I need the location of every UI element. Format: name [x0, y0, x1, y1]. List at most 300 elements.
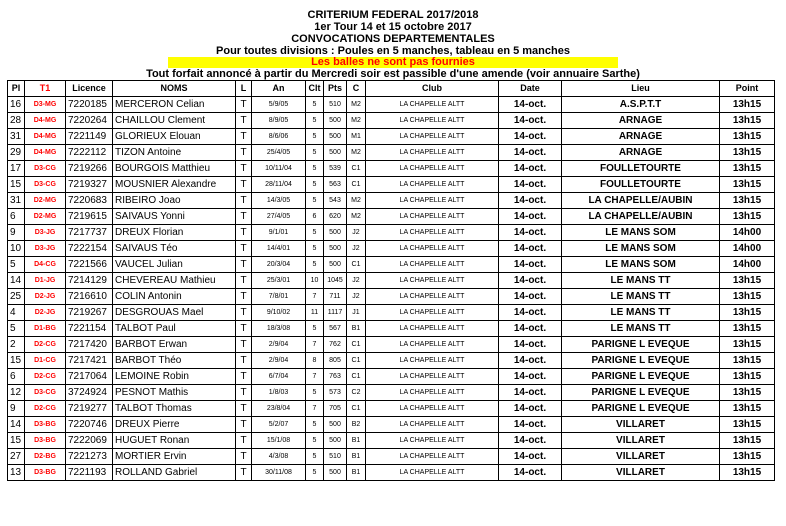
cell-class: 5 [306, 145, 324, 161]
table-row [8, 417, 775, 433]
cell-club: LA CHAPELLE ALTT [366, 305, 499, 321]
cell-l: T [236, 353, 252, 369]
cell-date: 14-oct. [499, 385, 562, 401]
cell-l: T [236, 145, 252, 161]
cell-birthdate: 23/8/04 [252, 401, 306, 417]
cell-date: 14-oct. [499, 401, 562, 417]
cell-l: T [236, 417, 252, 433]
cell-points: 500 [324, 241, 347, 257]
cell-points: 500 [324, 433, 347, 449]
cell-l: T [236, 273, 252, 289]
cell-date: 14-oct. [499, 257, 562, 273]
cell-points: 620 [324, 209, 347, 225]
cell-time: 13h15 [720, 209, 775, 225]
cell-category: B1 [347, 321, 366, 337]
cell-club: LA CHAPELLE ALTT [366, 289, 499, 305]
cell-place: 14 [8, 417, 25, 433]
cell-category: C1 [347, 401, 366, 417]
cell-class: 11 [306, 305, 324, 321]
cell-category: J2 [347, 289, 366, 305]
cell-club: LA CHAPELLE ALTT [366, 97, 499, 113]
cell-points: 500 [324, 225, 347, 241]
table-row [8, 369, 775, 385]
table-row [8, 113, 775, 129]
cell-division: D3-JG [25, 225, 66, 241]
cell-licence: 3724924 [66, 385, 113, 401]
cell-place: 15 [8, 353, 25, 369]
forfeit-notice: Tout forfait annoncé à partir du Mercredi soir est passible d'une amende (voir annuaire Sarthe) [146, 68, 640, 80]
cell-venue: LE MANS SOM [562, 257, 720, 273]
cell-venue: ARNAGE [562, 129, 720, 145]
cell-time: 13h15 [720, 449, 775, 465]
cell-date: 14-oct. [499, 321, 562, 337]
cell-points: 500 [324, 129, 347, 145]
cell-venue: FOULLETOURTE [562, 161, 720, 177]
col-header-date: Date [499, 81, 562, 97]
table-row [8, 321, 775, 337]
cell-category: M2 [347, 209, 366, 225]
cell-name: LEMOINE Robin [113, 369, 236, 385]
cell-licence: 7222112 [66, 145, 113, 161]
cell-date: 14-oct. [499, 241, 562, 257]
cell-time: 13h15 [720, 433, 775, 449]
cell-time: 13h15 [720, 129, 775, 145]
cell-points: 500 [324, 145, 347, 161]
cell-division: D2-MG [25, 193, 66, 209]
cell-points: 573 [324, 385, 347, 401]
cell-date: 14-oct. [499, 113, 562, 129]
cell-l: T [236, 257, 252, 273]
cell-category: B1 [347, 465, 366, 481]
cell-date: 14-oct. [499, 129, 562, 145]
cell-class: 5 [306, 417, 324, 433]
cell-l: T [236, 337, 252, 353]
cell-licence: 7217064 [66, 369, 113, 385]
table-row [8, 465, 775, 481]
table-row [8, 161, 775, 177]
cell-birthdate: 10/11/04 [252, 161, 306, 177]
cell-category: J2 [347, 273, 366, 289]
cell-birthdate: 8/9/05 [252, 113, 306, 129]
cell-licence: 7220264 [66, 113, 113, 129]
cell-l: T [236, 369, 252, 385]
cell-birthdate: 18/3/08 [252, 321, 306, 337]
table-row [8, 225, 775, 241]
cell-time: 14h00 [720, 225, 775, 241]
cell-l: T [236, 449, 252, 465]
cell-licence: 7219267 [66, 305, 113, 321]
cell-time: 13h15 [720, 337, 775, 353]
cell-name: RIBEIRO Joao [113, 193, 236, 209]
cell-class: 5 [306, 113, 324, 129]
cell-birthdate: 8/6/06 [252, 129, 306, 145]
cell-licence: 7222154 [66, 241, 113, 257]
cell-club: LA CHAPELLE ALTT [366, 177, 499, 193]
cell-venue: FOULLETOURTE [562, 177, 720, 193]
cell-venue: LE MANS TT [562, 273, 720, 289]
cell-division: D2-CG [25, 369, 66, 385]
cell-venue: LA CHAPELLE/AUBIN [562, 193, 720, 209]
cell-l: T [236, 225, 252, 241]
cell-division: D4-CG [25, 257, 66, 273]
cell-name: DREUX Pierre [113, 417, 236, 433]
cell-category: C1 [347, 353, 366, 369]
cell-time: 13h15 [720, 321, 775, 337]
cell-date: 14-oct. [499, 433, 562, 449]
cell-l: T [236, 97, 252, 113]
cell-division: D4-MG [25, 113, 66, 129]
cell-date: 14-oct. [499, 289, 562, 305]
cell-place: 12 [8, 385, 25, 401]
table-row [8, 273, 775, 289]
cell-birthdate: 1/8/03 [252, 385, 306, 401]
cell-time: 13h15 [720, 161, 775, 177]
cell-category: C1 [347, 369, 366, 385]
cell-class: 8 [306, 353, 324, 369]
cell-birthdate: 2/9/04 [252, 353, 306, 369]
cell-l: T [236, 161, 252, 177]
cell-club: LA CHAPELLE ALTT [366, 321, 499, 337]
cell-place: 14 [8, 273, 25, 289]
cell-club: LA CHAPELLE ALTT [366, 145, 499, 161]
cell-birthdate: 5/9/05 [252, 97, 306, 113]
cell-class: 5 [306, 161, 324, 177]
cell-points: 1117 [324, 305, 347, 321]
cell-l: T [236, 177, 252, 193]
cell-licence: 7221154 [66, 321, 113, 337]
cell-points: 711 [324, 289, 347, 305]
cell-club: LA CHAPELLE ALTT [366, 113, 499, 129]
cell-club: LA CHAPELLE ALTT [366, 353, 499, 369]
cell-l: T [236, 433, 252, 449]
table-row [8, 193, 775, 209]
cell-name: CHEVEREAU Mathieu [113, 273, 236, 289]
cell-venue: LA CHAPELLE/AUBIN [562, 209, 720, 225]
cell-name: CHAILLOU Clement [113, 113, 236, 129]
col-header-point: Point [720, 81, 775, 97]
cell-division: D1-CG [25, 353, 66, 369]
cell-venue: LE MANS TT [562, 321, 720, 337]
table-row [8, 289, 775, 305]
col-header-noms: NOMS [113, 81, 236, 97]
title-format: Pour toutes divisions : Poules en 5 manches, tableau en 5 manches [216, 45, 570, 57]
cell-division: D3-CG [25, 177, 66, 193]
cell-place: 4 [8, 305, 25, 321]
cell-birthdate: 20/3/04 [252, 257, 306, 273]
cell-birthdate: 15/1/08 [252, 433, 306, 449]
cell-time: 13h15 [720, 385, 775, 401]
cell-class: 5 [306, 385, 324, 401]
table-row [8, 337, 775, 353]
cell-date: 14-oct. [499, 465, 562, 481]
cell-venue: LE MANS TT [562, 305, 720, 321]
cell-time: 13h15 [720, 193, 775, 209]
cell-licence: 7217737 [66, 225, 113, 241]
cell-club: LA CHAPELLE ALTT [366, 193, 499, 209]
col-header-club: Club [366, 81, 499, 97]
cell-name: MORTIER Ervin [113, 449, 236, 465]
cell-time: 13h15 [720, 113, 775, 129]
cell-class: 5 [306, 129, 324, 145]
cell-class: 5 [306, 465, 324, 481]
cell-class: 7 [306, 337, 324, 353]
cell-class: 5 [306, 433, 324, 449]
cell-licence: 7216610 [66, 289, 113, 305]
col-header-c: C [347, 81, 366, 97]
cell-division: D2-JG [25, 305, 66, 321]
cell-time: 13h15 [720, 369, 775, 385]
cell-licence: 7219615 [66, 209, 113, 225]
cell-l: T [236, 129, 252, 145]
balls-warning-banner: Les balles ne sont pas fournies [168, 57, 618, 68]
cell-time: 14h00 [720, 257, 775, 273]
cell-venue: VILLARET [562, 465, 720, 481]
cell-points: 563 [324, 177, 347, 193]
cell-birthdate: 14/4/01 [252, 241, 306, 257]
cell-division: D3-BG [25, 417, 66, 433]
cell-category: C1 [347, 161, 366, 177]
cell-birthdate: 25/3/01 [252, 273, 306, 289]
cell-place: 16 [8, 97, 25, 113]
cell-name: GLORIEUX Elouan [113, 129, 236, 145]
cell-licence: 7221149 [66, 129, 113, 145]
cell-category: M2 [347, 145, 366, 161]
title-competition: CRITERIUM FEDERAL 2017/2018 [307, 9, 479, 21]
cell-venue: PARIGNE L EVEQUE [562, 353, 720, 369]
cell-name: TALBOT Thomas [113, 401, 236, 417]
cell-date: 14-oct. [499, 417, 562, 433]
cell-club: LA CHAPELLE ALTT [366, 241, 499, 257]
cell-venue: ARNAGE [562, 113, 720, 129]
cell-place: 15 [8, 433, 25, 449]
cell-birthdate: 2/9/04 [252, 337, 306, 353]
cell-category: C2 [347, 385, 366, 401]
cell-club: LA CHAPELLE ALTT [366, 337, 499, 353]
table-row [8, 305, 775, 321]
document-header [0, 9, 786, 57]
table-row [8, 177, 775, 193]
cell-place: 28 [8, 113, 25, 129]
table-header-row [8, 81, 775, 97]
cell-name: SAIVAUS Yonni [113, 209, 236, 225]
cell-place: 6 [8, 369, 25, 385]
cell-class: 5 [306, 257, 324, 273]
cell-class: 5 [306, 177, 324, 193]
table-row [8, 353, 775, 369]
cell-place: 5 [8, 321, 25, 337]
cell-l: T [236, 321, 252, 337]
cell-category: C1 [347, 257, 366, 273]
cell-l: T [236, 289, 252, 305]
cell-date: 14-oct. [499, 161, 562, 177]
cell-l: T [236, 209, 252, 225]
cell-class: 7 [306, 289, 324, 305]
cell-class: 5 [306, 241, 324, 257]
cell-division: D3-CG [25, 161, 66, 177]
cell-licence: 7217421 [66, 353, 113, 369]
cell-venue: ARNAGE [562, 145, 720, 161]
convocations-table [7, 80, 775, 481]
cell-venue: VILLARET [562, 433, 720, 449]
cell-birthdate: 9/1/01 [252, 225, 306, 241]
cell-place: 9 [8, 401, 25, 417]
cell-class: 6 [306, 209, 324, 225]
cell-birthdate: 25/4/05 [252, 145, 306, 161]
col-header-lieu: Lieu [562, 81, 720, 97]
cell-category: J2 [347, 241, 366, 257]
cell-l: T [236, 305, 252, 321]
cell-division: D3-JG [25, 241, 66, 257]
cell-venue: PARIGNE L EVEQUE [562, 369, 720, 385]
cell-points: 500 [324, 113, 347, 129]
cell-birthdate: 9/10/02 [252, 305, 306, 321]
table-row [8, 401, 775, 417]
cell-name: HUGUET Ronan [113, 433, 236, 449]
cell-time: 13h15 [720, 353, 775, 369]
cell-date: 14-oct. [499, 97, 562, 113]
cell-club: LA CHAPELLE ALTT [366, 161, 499, 177]
cell-time: 14h00 [720, 241, 775, 257]
cell-points: 705 [324, 401, 347, 417]
cell-venue: LE MANS TT [562, 289, 720, 305]
cell-points: 500 [324, 417, 347, 433]
cell-date: 14-oct. [499, 337, 562, 353]
cell-club: LA CHAPELLE ALTT [366, 449, 499, 465]
cell-place: 17 [8, 161, 25, 177]
cell-name: TIZON Antoine [113, 145, 236, 161]
cell-category: M2 [347, 113, 366, 129]
cell-class: 5 [306, 225, 324, 241]
cell-venue: PARIGNE L EVEQUE [562, 337, 720, 353]
cell-class: 5 [306, 321, 324, 337]
cell-name: TALBOT Paul [113, 321, 236, 337]
cell-category: C1 [347, 177, 366, 193]
cell-points: 763 [324, 369, 347, 385]
cell-place: 6 [8, 209, 25, 225]
cell-club: LA CHAPELLE ALTT [366, 465, 499, 481]
cell-time: 13h15 [720, 417, 775, 433]
cell-date: 14-oct. [499, 353, 562, 369]
cell-venue: VILLARET [562, 449, 720, 465]
cell-licence: 7221273 [66, 449, 113, 465]
cell-birthdate: 5/2/07 [252, 417, 306, 433]
cell-place: 31 [8, 129, 25, 145]
cell-time: 13h15 [720, 145, 775, 161]
cell-place: 9 [8, 225, 25, 241]
col-header-l: L [236, 81, 252, 97]
cell-division: D3-BG [25, 433, 66, 449]
cell-licence: 7217420 [66, 337, 113, 353]
cell-name: SAIVAUS Téo [113, 241, 236, 257]
cell-class: 10 [306, 273, 324, 289]
cell-venue: A.S.P.T.T [562, 97, 720, 113]
cell-venue: PARIGNE L EVEQUE [562, 401, 720, 417]
cell-place: 31 [8, 193, 25, 209]
cell-points: 567 [324, 321, 347, 337]
cell-division: D2-BG [25, 449, 66, 465]
cell-name: BARBOT Erwan [113, 337, 236, 353]
table-row [8, 209, 775, 225]
cell-category: B1 [347, 449, 366, 465]
cell-licence: 7214129 [66, 273, 113, 289]
col-header-an: An [252, 81, 306, 97]
col-header-t1: T1 [25, 81, 66, 97]
cell-time: 13h15 [720, 273, 775, 289]
cell-l: T [236, 401, 252, 417]
cell-licence: 7220683 [66, 193, 113, 209]
cell-licence: 7222069 [66, 433, 113, 449]
cell-division: D2-MG [25, 209, 66, 225]
cell-points: 805 [324, 353, 347, 369]
cell-name: ROLLAND Gabriel [113, 465, 236, 481]
col-header-clt: Clt [306, 81, 324, 97]
cell-club: LA CHAPELLE ALTT [366, 369, 499, 385]
cell-club: LA CHAPELLE ALTT [366, 273, 499, 289]
table-row [8, 145, 775, 161]
cell-division: D1-BG [25, 321, 66, 337]
cell-birthdate: 6/7/04 [252, 369, 306, 385]
cell-club: LA CHAPELLE ALTT [366, 225, 499, 241]
cell-name: MOUSNIER Alexandre [113, 177, 236, 193]
cell-club: LA CHAPELLE ALTT [366, 433, 499, 449]
cell-licence: 7220746 [66, 417, 113, 433]
cell-venue: LE MANS SOM [562, 225, 720, 241]
cell-place: 27 [8, 449, 25, 465]
cell-name: BARBOT Théo [113, 353, 236, 369]
cell-points: 762 [324, 337, 347, 353]
cell-birthdate: 4/3/08 [252, 449, 306, 465]
cell-date: 14-oct. [499, 369, 562, 385]
cell-date: 14-oct. [499, 305, 562, 321]
cell-points: 500 [324, 465, 347, 481]
cell-category: J2 [347, 225, 366, 241]
cell-class: 7 [306, 369, 324, 385]
cell-division: D3-CG [25, 385, 66, 401]
cell-licence: 7219266 [66, 161, 113, 177]
cell-name: VAUCEL Julian [113, 257, 236, 273]
cell-licence: 7219327 [66, 177, 113, 193]
cell-name: DREUX Florian [113, 225, 236, 241]
table-row [8, 97, 775, 113]
cell-birthdate: 30/11/08 [252, 465, 306, 481]
cell-date: 14-oct. [499, 193, 562, 209]
cell-division: D4-MG [25, 129, 66, 145]
cell-l: T [236, 113, 252, 129]
cell-club: LA CHAPELLE ALTT [366, 385, 499, 401]
cell-class: 5 [306, 449, 324, 465]
cell-place: 29 [8, 145, 25, 161]
cell-licence: 7221193 [66, 465, 113, 481]
col-header-pl: Pl [8, 81, 25, 97]
cell-date: 14-oct. [499, 449, 562, 465]
col-header-licence: Licence [66, 81, 113, 97]
cell-l: T [236, 385, 252, 401]
cell-venue: VILLARET [562, 417, 720, 433]
cell-time: 13h15 [720, 465, 775, 481]
cell-l: T [236, 465, 252, 481]
cell-club: LA CHAPELLE ALTT [366, 257, 499, 273]
cell-name: COLIN Antonin [113, 289, 236, 305]
cell-l: T [236, 241, 252, 257]
cell-name: PESNOT Mathis [113, 385, 236, 401]
cell-club: LA CHAPELLE ALTT [366, 417, 499, 433]
cell-place: 10 [8, 241, 25, 257]
cell-birthdate: 28/11/04 [252, 177, 306, 193]
cell-class: 7 [306, 401, 324, 417]
cell-name: DESGROUAS Mael [113, 305, 236, 321]
cell-licence: 7221566 [66, 257, 113, 273]
cell-points: 510 [324, 449, 347, 465]
